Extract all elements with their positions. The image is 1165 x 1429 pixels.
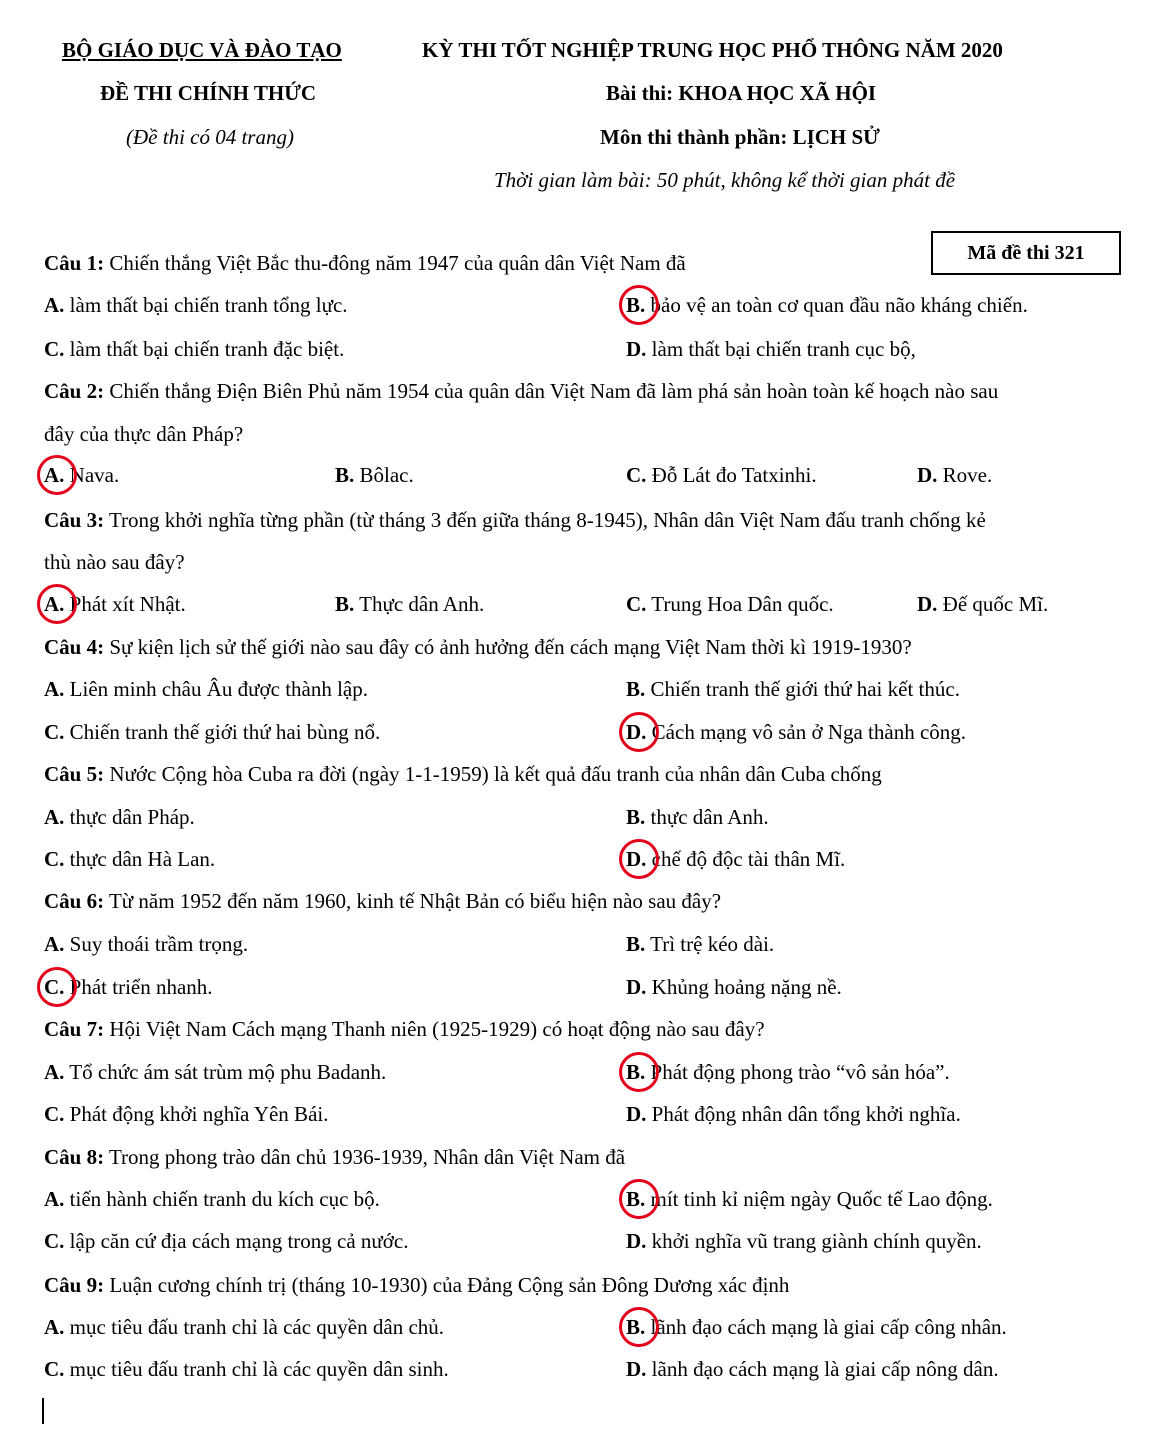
q1-option-d <box>626 337 916 362</box>
option-letter: D. <box>626 975 647 999</box>
option-text: Tổ chức ám sát trùm mộ phu Badanh. <box>64 1060 387 1084</box>
option-text: Suy thoái trầm trọng. <box>64 932 249 956</box>
q3-option-d <box>917 592 1048 617</box>
q1-option-c <box>44 337 344 362</box>
question-2-cont: đây của thực dân Pháp? <box>44 422 244 446</box>
answer-circle-mark: A. <box>44 463 65 487</box>
answer-circle-mark: A. <box>44 592 65 616</box>
q6-option-d <box>626 975 842 1000</box>
option-text: Phát triển nhanh. <box>64 975 213 999</box>
q1-option-b <box>626 293 1028 318</box>
q6-option-a <box>44 932 248 957</box>
q5-option-a <box>44 805 195 830</box>
answer-circle-mark: B. <box>626 1060 646 1084</box>
option-letter: D. <box>626 1102 647 1126</box>
question-label: Câu 8: <box>44 1145 105 1169</box>
q8-option-c <box>44 1229 408 1254</box>
option-text: Phát xít Nhật. <box>64 592 186 616</box>
answer-circle-mark: B. <box>626 1187 646 1211</box>
official-label: ĐỀ THI CHÍNH THỨC <box>100 81 317 105</box>
exam-title: KỲ THI TỐT NGHIỆP TRUNG HỌC PHỔ THÔNG NĂM 2020 <box>422 38 1003 62</box>
option-text: mít tinh kỉ niệm ngày Quốc tế Lao động. <box>645 1187 993 1211</box>
q9-option-c <box>44 1357 449 1382</box>
option-text: Chiến tranh thế giới thứ hai bùng nổ. <box>64 720 381 744</box>
option-text: thực dân Hà Lan. <box>64 847 216 871</box>
option-letter: C. <box>626 463 647 487</box>
option-text: lãnh đạo cách mạng là giai cấp nông dân. <box>646 1357 999 1381</box>
question-label: Câu 4: <box>44 635 105 659</box>
question-label: Câu 1: <box>44 251 105 275</box>
q7-option-a <box>44 1060 386 1085</box>
pages-note: (Đề thi có 04 trang) <box>126 125 294 149</box>
question-label: Câu 7: <box>44 1017 105 1041</box>
question-text: Trong phong trào dân chủ 1936-1939, Nhân dân Việt Nam đã <box>104 1145 626 1169</box>
option-text: Bôlac. <box>354 463 414 487</box>
q9-option-a <box>44 1315 444 1340</box>
option-text: Liên minh châu Âu được thành lập. <box>64 677 368 701</box>
option-letter: B. <box>335 592 355 616</box>
q8-option-d <box>626 1229 982 1254</box>
option-text: lãnh đạo cách mạng là giai cấp công nhân. <box>645 1315 1007 1339</box>
question-text: Chiến thắng Điện Biên Phủ năm 1954 của quân dân Việt Nam đã làm phá sản hoàn toàn kế hoạch nào sau <box>104 379 999 403</box>
option-letter: B. <box>626 805 646 829</box>
q9-option-d <box>626 1357 999 1382</box>
answer-circle-mark: D. <box>626 847 647 871</box>
option-letter: C. <box>44 1357 65 1381</box>
exam-code-box <box>931 231 1121 275</box>
option-text: Phát động khởi nghĩa Yên Bái. <box>64 1102 329 1126</box>
question-label: Câu 5: <box>44 762 105 786</box>
q2-option-c <box>626 463 817 488</box>
option-letter: D. <box>626 337 647 361</box>
option-text: thực dân Anh. <box>645 805 769 829</box>
question-4 <box>44 635 912 660</box>
exam-code: Mã đề thi 321 <box>967 241 1085 264</box>
option-text: làm thất bại chiến tranh cục bộ, <box>646 337 916 361</box>
question-8 <box>44 1145 625 1170</box>
option-letter: A. <box>44 805 65 829</box>
q5-option-b <box>626 805 769 830</box>
answer-circle-mark: D. <box>626 720 647 744</box>
option-letter: B. <box>626 677 646 701</box>
question-3 <box>44 508 986 533</box>
time-note: Thời gian làm bài: 50 phút, không kể thời gian phát đề <box>494 168 956 192</box>
question-text: Sự kiện lịch sử thế giới nào sau đây có ảnh hưởng đến cách mạng Việt Nam thời kì 1919-1930? <box>104 635 912 659</box>
question-5 <box>44 762 882 787</box>
option-letter: C. <box>44 1229 65 1253</box>
q5-option-d <box>626 847 845 872</box>
q3-option-c <box>626 592 834 617</box>
option-letter: A. <box>44 1315 65 1339</box>
option-text: Đế quốc Mĩ. <box>937 592 1049 616</box>
q2-option-a <box>44 463 119 488</box>
option-text: Cách mạng vô sản ở Nga thành công. <box>646 720 967 744</box>
option-text: bảo vệ an toàn cơ quan đầu não kháng chiến. <box>645 293 1028 317</box>
question-7 <box>44 1017 765 1042</box>
option-letter: D. <box>917 592 938 616</box>
option-letter: B. <box>335 463 355 487</box>
q5-option-c <box>44 847 215 872</box>
option-text: Phát động phong trào “vô sản hóa”. <box>645 1060 950 1084</box>
option-text: thực dân Pháp. <box>64 805 195 829</box>
question-9 <box>44 1273 789 1298</box>
q2-option-d <box>917 463 992 488</box>
option-text: mục tiêu đấu tranh chỉ là các quyền dân sinh. <box>64 1357 449 1381</box>
option-text: khởi nghĩa vũ trang giành chính quyền. <box>646 1229 982 1253</box>
q2-option-b <box>335 463 414 488</box>
question-1 <box>44 251 686 276</box>
answer-circle-mark: B. <box>626 1315 646 1339</box>
option-text: Nava. <box>64 463 120 487</box>
option-letter: C. <box>44 337 65 361</box>
q7-option-b <box>626 1060 950 1085</box>
q8-option-b <box>626 1187 993 1212</box>
question-label: Câu 2: <box>44 379 105 403</box>
answer-circle-mark: B. <box>626 293 646 317</box>
question-text: Hội Việt Nam Cách mạng Thanh niên (1925-1929) có hoạt động nào sau đây? <box>104 1017 765 1041</box>
q7-option-d <box>626 1102 961 1127</box>
option-letter: C. <box>44 720 65 744</box>
q3-option-b <box>335 592 484 617</box>
option-letter: A. <box>44 932 65 956</box>
question-label: Câu 9: <box>44 1273 105 1297</box>
question-text: Nước Cộng hòa Cuba ra đời (ngày 1-1-1959) là kết quả đấu tranh của nhân dân Cuba chống <box>104 762 882 786</box>
option-text: Trung Hoa Dân quốc. <box>646 592 834 616</box>
option-text: làm thất bại chiến tranh tổng lực. <box>64 293 348 317</box>
option-text: Trì trệ kéo dài. <box>645 932 775 956</box>
question-label: Câu 3: <box>44 508 105 532</box>
option-letter: D. <box>626 1229 647 1253</box>
question-text: Trong khởi nghĩa từng phần (từ tháng 3 đến giữa tháng 8-1945), Nhân dân Việt Nam đấu tranh chống kẻ <box>104 508 986 532</box>
option-text: Rove. <box>937 463 993 487</box>
option-letter: B. <box>626 932 646 956</box>
option-letter: A. <box>44 293 65 317</box>
question-text: Từ năm 1952 đến năm 1960, kinh tế Nhật Bản có biểu hiện nào sau đây? <box>104 889 722 913</box>
subject-line: Bài thi: KHOA HỌC XÃ HỘI <box>606 81 877 105</box>
q7-option-c <box>44 1102 328 1127</box>
question-3-cont: thù nào sau đây? <box>44 550 185 574</box>
q1-option-a <box>44 293 348 318</box>
ministry-name: BỘ GIÁO DỤC VÀ ĐÀO TẠO <box>62 38 342 62</box>
q6-option-c <box>44 975 213 1000</box>
text-cursor <box>42 1398 44 1424</box>
option-text: chế độ độc tài thân Mĩ. <box>646 847 846 871</box>
option-text: Chiến tranh thế giới thứ hai kết thúc. <box>645 677 960 701</box>
option-text: làm thất bại chiến tranh đặc biệt. <box>64 337 345 361</box>
question-2 <box>44 379 998 404</box>
question-6 <box>44 889 721 914</box>
question-text: Luận cương chính trị (tháng 10-1930) của Đảng Cộng sản Đông Dương xác định <box>104 1273 790 1297</box>
option-text: lập căn cứ địa cách mạng trong cả nước. <box>64 1229 409 1253</box>
component-line: Môn thi thành phần: LỊCH SỬ <box>600 125 880 149</box>
q4-option-a <box>44 677 368 702</box>
option-letter: C. <box>44 1102 65 1126</box>
q4-option-d <box>626 720 966 745</box>
q4-option-b <box>626 677 960 702</box>
option-text: mục tiêu đấu tranh chỉ là các quyền dân chủ. <box>64 1315 445 1339</box>
option-letter: D. <box>917 463 938 487</box>
option-text: Thực dân Anh. <box>354 592 485 616</box>
q8-option-a <box>44 1187 380 1212</box>
option-text: Phát động nhân dân tổng khởi nghĩa. <box>646 1102 961 1126</box>
option-letter: C. <box>44 847 65 871</box>
q4-option-c <box>44 720 380 745</box>
q9-option-b <box>626 1315 1007 1340</box>
option-text: Khủng hoảng nặng nề. <box>646 975 842 999</box>
q3-option-a <box>44 592 186 617</box>
option-letter: A. <box>44 677 65 701</box>
option-letter: D. <box>626 1357 647 1381</box>
option-text: tiến hành chiến tranh du kích cục bộ. <box>64 1187 380 1211</box>
option-letter: C. <box>626 592 647 616</box>
option-letter: A. <box>44 1187 65 1211</box>
option-letter: A. <box>44 1060 65 1084</box>
option-text: Đỗ Lát đo Tatxinhi. <box>646 463 817 487</box>
answer-circle-mark: C. <box>44 975 65 999</box>
question-label: Câu 6: <box>44 889 105 913</box>
question-text: Chiến thắng Việt Bắc thu-đông năm 1947 của quân dân Việt Nam đã <box>104 251 686 275</box>
q6-option-b <box>626 932 774 957</box>
